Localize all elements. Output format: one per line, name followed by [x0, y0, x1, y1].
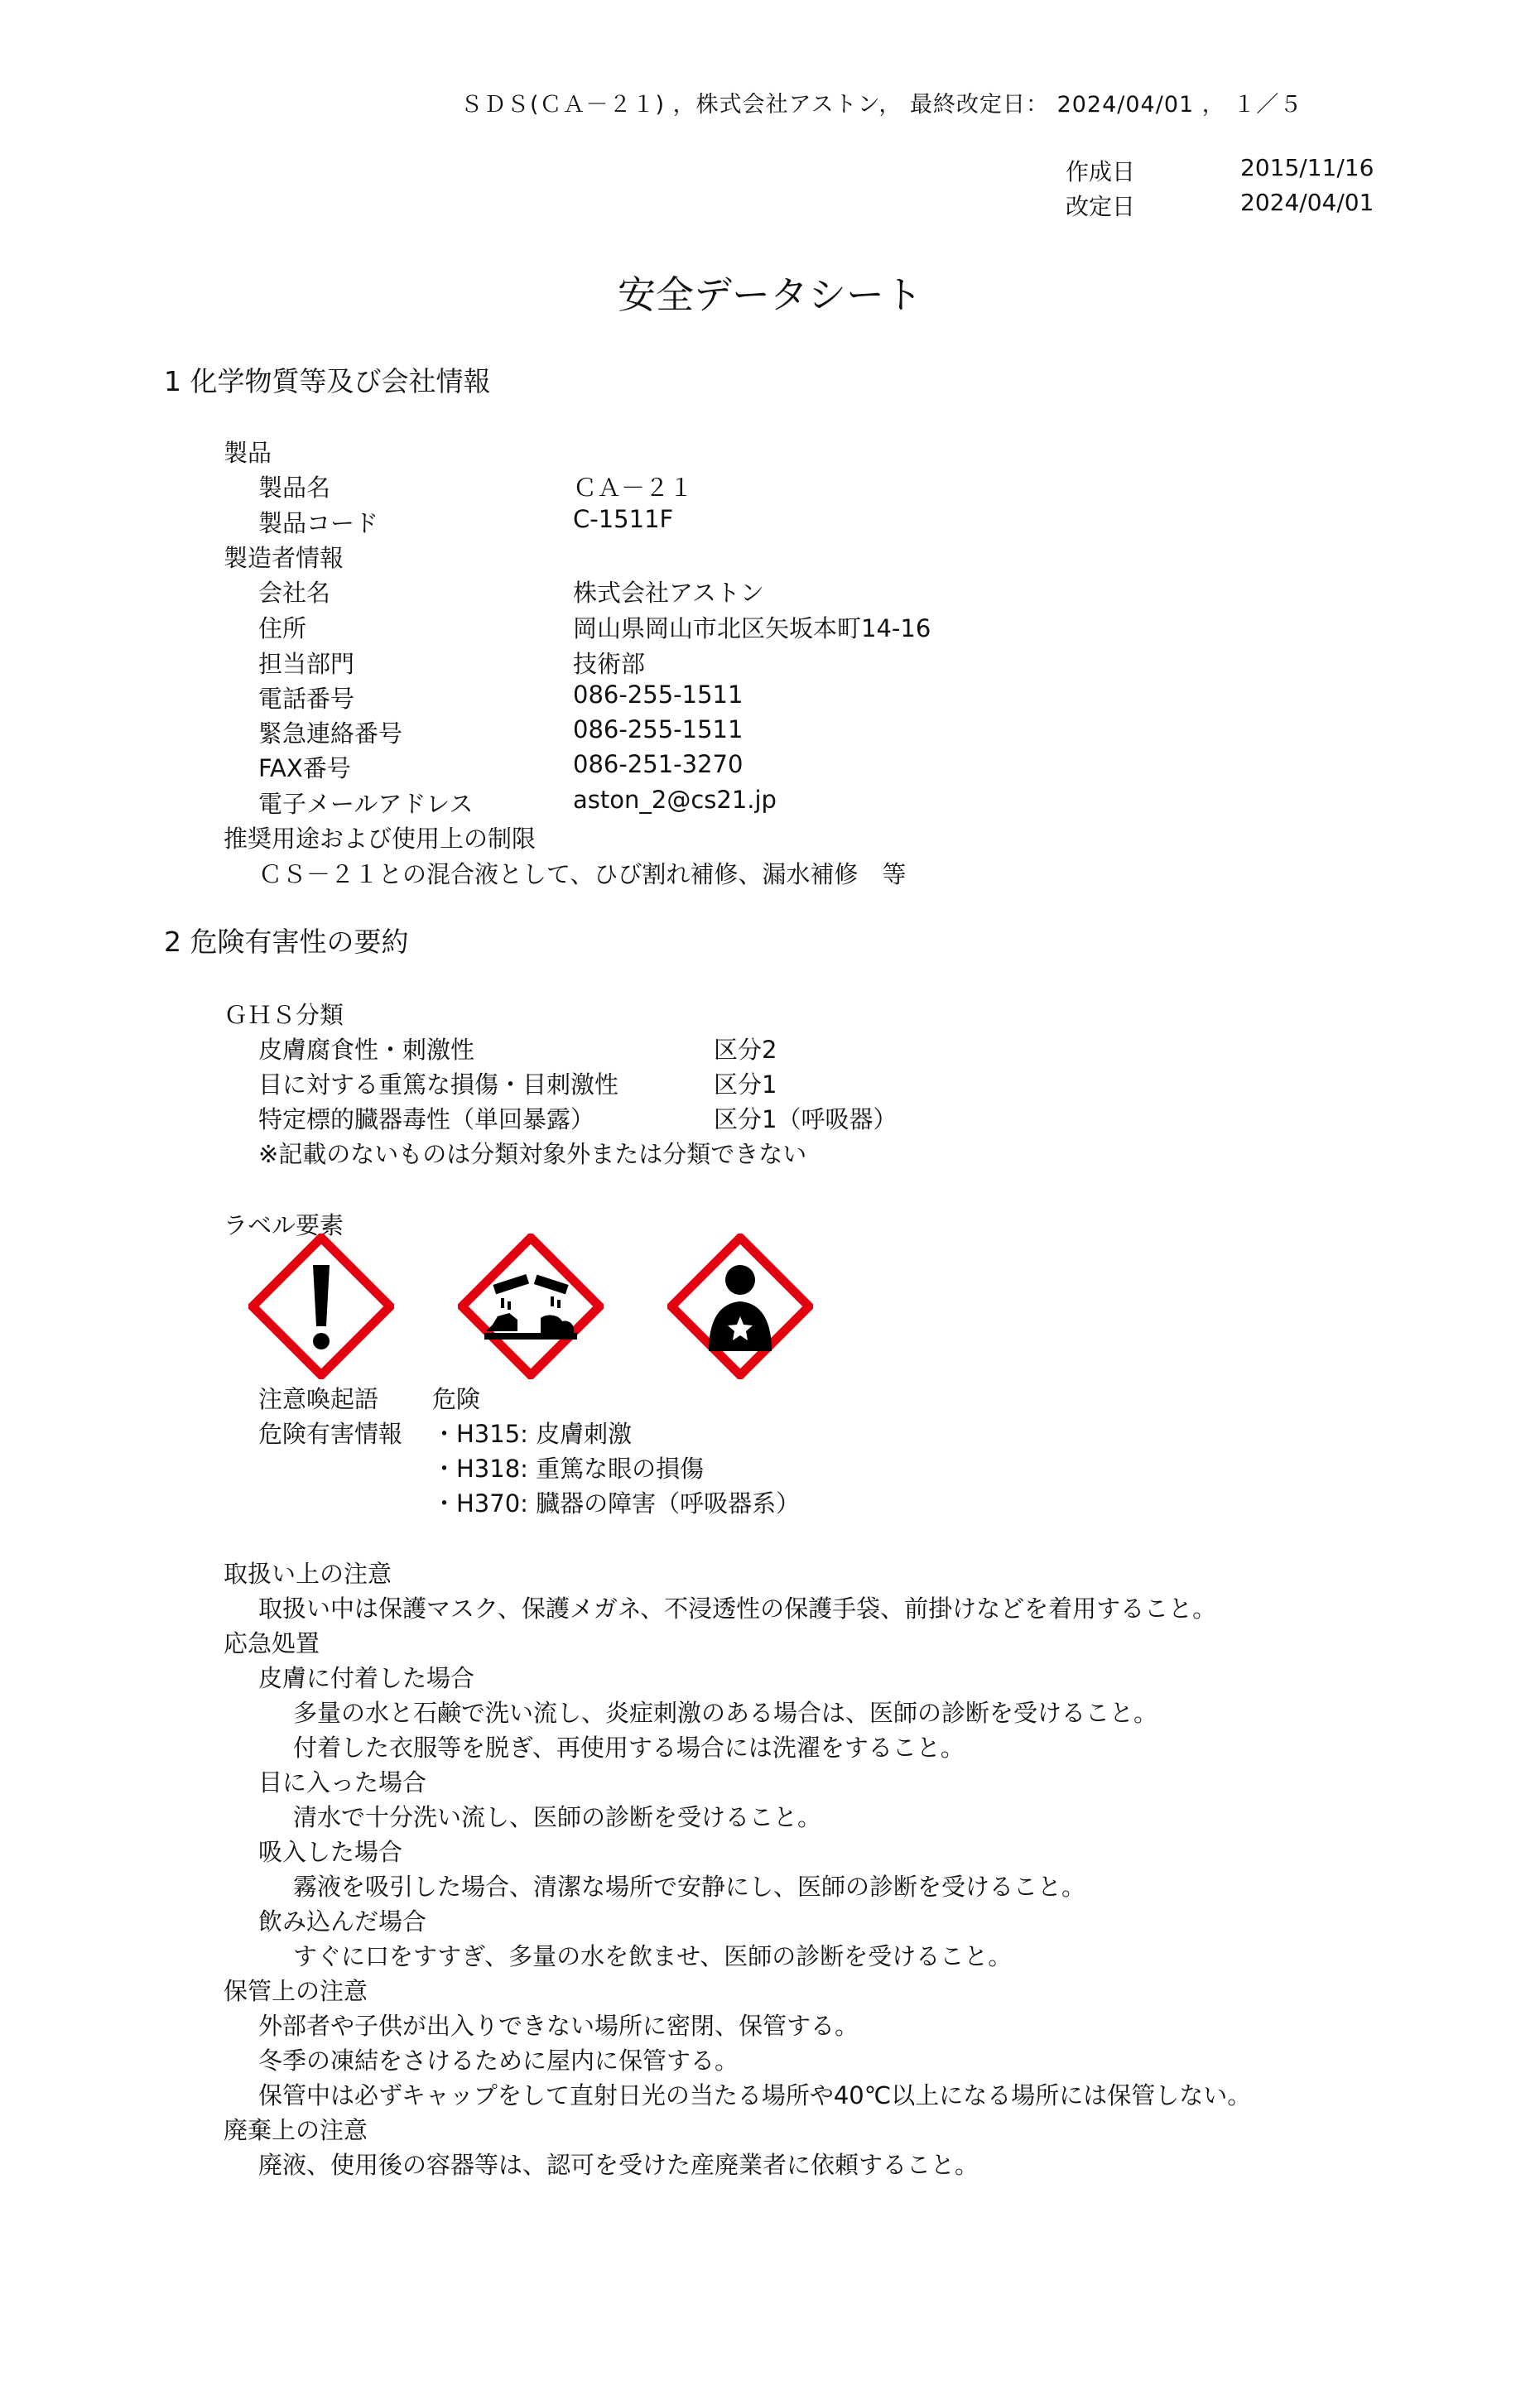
ghs-note: ※記載のないものは分類対象外または分類できない: [258, 1140, 807, 1168]
created-label: 作成日: [1066, 158, 1136, 185]
revised-label: 改定日: [1066, 193, 1136, 220]
created-date: 2015/11/16: [1240, 154, 1374, 181]
skin-heading: 皮膚に付着した場合: [258, 1664, 475, 1692]
inhale-heading: 吸入した場合: [258, 1838, 403, 1866]
dept-value: 技術部: [573, 650, 646, 678]
storage-text-2: 冬季の凍結をさけるために屋内に保管する。: [258, 2047, 739, 2075]
exclamation-mark-icon: [248, 1234, 394, 1379]
eye-heading: 目に入った場合: [258, 1768, 427, 1797]
storage-text-3: 保管中は必ずキャップをして直射日光の当たる場所や40℃以上になる場所には保管しない。: [258, 2081, 1252, 2109]
product-code-label: 製品コード: [258, 509, 379, 537]
skin-text-1: 多量の水と石鹸で洗い流し、炎症刺激のある場合は、医師の診断を受けること。: [293, 1699, 1158, 1727]
product-code-value: C-1511F: [573, 505, 674, 533]
address-value: 岡山県岡山市北区矢坂本町14-16: [573, 614, 931, 642]
corrosion-icon: [458, 1234, 604, 1379]
product-name-label: 製品名: [258, 474, 331, 502]
section1-heading: 1 化学物質等及び会社情報: [164, 365, 491, 397]
ghs-label-3: 特定標的臓器毒性（単回暴露）: [258, 1105, 595, 1133]
running-header: ＳＤＳ(ＣＡ－２１) ，株式会社アストン， 最終改定日： 2024/04/01 ， １／５: [460, 92, 1303, 118]
ghs-value-3: 区分1（呼吸器）: [714, 1105, 898, 1133]
use-heading: 推奨用途および使用上の制限: [224, 825, 537, 853]
use-text: ＣＳ－２１との混合液として、ひび割れ補修、漏水補修 等: [258, 860, 907, 888]
dept-label: 担当部門: [258, 650, 355, 678]
first-aid-heading: 応急処置: [224, 1629, 320, 1657]
email-value: aston_2@cs21.jp: [573, 786, 777, 814]
product-heading: 製品: [224, 439, 272, 467]
handling-heading: 取扱い上の注意: [224, 1560, 392, 1588]
company-value: 株式会社アストン: [573, 579, 764, 607]
ghs-heading: ＧＨＳ分類: [224, 1001, 344, 1029]
disposal-text: 廃液、使用後の容器等は、認可を受けた産廃業者に依頼すること。: [258, 2151, 979, 2179]
phone-label: 電話番号: [258, 685, 355, 713]
ghs-label-1: 皮膚腐食性・刺激性: [258, 1036, 475, 1064]
phone-value: 086-255-1511: [573, 681, 744, 709]
product-name-value: ＣＡ－２１: [573, 474, 694, 502]
disposal-heading: 廃棄上の注意: [224, 2116, 368, 2144]
emergency-value: 086-255-1511: [573, 715, 744, 743]
page-title: 安全データシート: [618, 272, 922, 317]
hazard-statement-3: ・H370: 臓器の障害（呼吸器系）: [432, 1489, 801, 1518]
health-hazard-icon: [667, 1234, 813, 1379]
ghs-label-2: 目に対する重篤な損傷・目刺激性: [258, 1070, 619, 1099]
hazard-statement-2: ・H318: 重篤な眼の損傷: [432, 1455, 705, 1483]
revised-date: 2024/04/01: [1240, 189, 1374, 216]
signal-word-label: 注意喚起語: [258, 1385, 379, 1413]
eye-text: 清水で十分洗い流し、医師の診断を受けること。: [293, 1803, 822, 1831]
address-label: 住所: [258, 614, 307, 642]
hazard-statement-1: ・H315: 皮膚刺激: [432, 1420, 633, 1448]
hazard-info-label: 危険有害情報: [258, 1420, 403, 1448]
fax-value: 086-251-3270: [573, 750, 744, 778]
inhale-text: 霧液を吸引した場合、清潔な場所で安静にし、医師の診断を受けること。: [293, 1873, 1086, 1901]
company-label: 会社名: [258, 579, 331, 607]
manufacturer-heading: 製造者情報: [224, 544, 344, 572]
label-elements-heading: ラベル要素: [224, 1211, 344, 1239]
ghs-value-1: 区分2: [714, 1036, 777, 1064]
signal-word-value: 危険: [432, 1385, 481, 1413]
handling-text: 取扱い中は保護マスク、保護メガネ、不浸透性の保護手袋、前掛けなどを着用すること。: [258, 1595, 1217, 1623]
swallow-text: すぐに口をすすぎ、多量の水を飲ませ、医師の診断を受けること。: [293, 1942, 1013, 1970]
skin-text-2: 付着した衣服等を脱ぎ、再使用する場合には洗濯をすること。: [293, 1734, 965, 1762]
emergency-label: 緊急連絡番号: [258, 719, 403, 748]
section2-heading: 2 危険有害性の要約: [164, 926, 409, 958]
email-label: 電子メールアドレス: [258, 790, 474, 818]
storage-heading: 保管上の注意: [224, 1977, 368, 2005]
fax-label: FAX番号: [258, 754, 351, 782]
ghs-value-2: 区分1: [714, 1070, 777, 1099]
swallow-heading: 飲み込んだ場合: [258, 1907, 427, 1936]
storage-text-1: 外部者や子供が出入りできない場所に密閉、保管する。: [258, 2012, 859, 2040]
